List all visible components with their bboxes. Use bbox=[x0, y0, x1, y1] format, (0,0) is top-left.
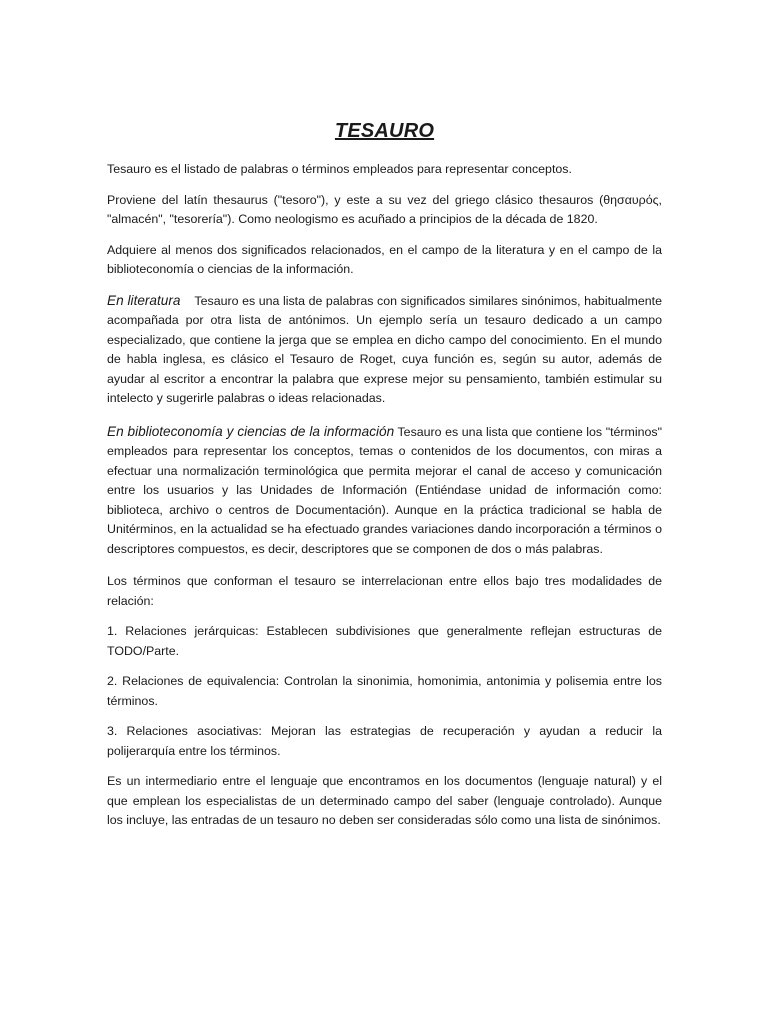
paragraph-meanings: Adquiere al menos dos significados relacionados, en el campo de la literatura y en el campo de la biblioteconomía o ciencias de la información. bbox=[107, 242, 662, 276]
paragraph-etymology: Proviene del latín thesaurus ("tesoro"), y este a su vez del griego clásico thesauros (θησαυρός, "almacén", "tesorería"). Como neologismo es acuñado a principios de la década de 1820. bbox=[107, 192, 662, 226]
literature-heading: En literatura bbox=[107, 292, 181, 308]
library-science-text: Tesauro es una lista que contiene los "términos" empleados para representar los conceptos, temas o contenidos de los documentos, con miras a efectuar una normalización terminológica que permita mejorar el canal de acceso y comunicación entre los usuarios y las Unidades de Información (Entiéndase unidad de información como: biblioteca, archivo o centros de Documentación). Aunque en la práctica tradicional se habla de Unitérminos, en la actualidad se ha efectuado grandes variaciones dando incorporación a términos o descriptores compuestos, es decir, descriptores que se componen de dos o más palabras. bbox=[107, 424, 662, 556]
literature-text: Tesauro es una lista de palabras con significados similares sinónimos, habitualmente acompañada por otra lista de antónimos. Un ejemplo sería un tesauro dedicado a un campo especializado, que contiene la jerga que se emplea en dicho campo del conocimiento. En el mundo de habla inglesa, es clásico el Tesauro de Roget, cuya función es, según su autor, además de ayudar al escritor a encontrar la palabra que exprese mejor su pensamiento, también estimular su intelecto y sugerirle palabras o ideas relacionadas. bbox=[107, 293, 662, 405]
document-page bbox=[107, 118, 662, 842]
list-item-hierarchical: 1. Relaciones jerárquicas: Establecen subdivisiones que generalmente reflejan estructuras de TODO/Parte. bbox=[107, 624, 662, 658]
paragraph-literature bbox=[107, 291, 662, 409]
list-item-equivalence: 2. Relaciones de equivalencia: Controlan la sinonimia, homonimia, antonimia y polisemia entre los términos. bbox=[107, 674, 662, 708]
library-science-heading: En biblioteconomía y ciencias de la información bbox=[107, 423, 395, 439]
list-item-associative: 3. Relaciones asociativas: Mejoran las estrategias de recuperación y ayudan a reducir la polijerarquía entre los términos. bbox=[107, 724, 662, 758]
paragraph-library-science bbox=[107, 422, 662, 560]
paragraph-definition: Tesauro es el listado de palabras o términos empleados para representar conceptos. bbox=[107, 162, 572, 176]
paragraph-relations-intro: Los términos que conforman el tesauro se interrelacionan entre ellos bajo tres modalidades de relación: bbox=[107, 574, 662, 608]
document-title: TESAURO bbox=[334, 120, 435, 142]
paragraph-intermediary: Es un intermediario entre el lenguaje que encontramos en los documentos (lenguaje natural) y el que emplean los especialistas de un determinado campo del saber (lenguaje controlado). Aunque los incluye, las entradas de un tesauro no deben ser consideradas sólo como una lista de sinónimos. bbox=[107, 774, 662, 827]
